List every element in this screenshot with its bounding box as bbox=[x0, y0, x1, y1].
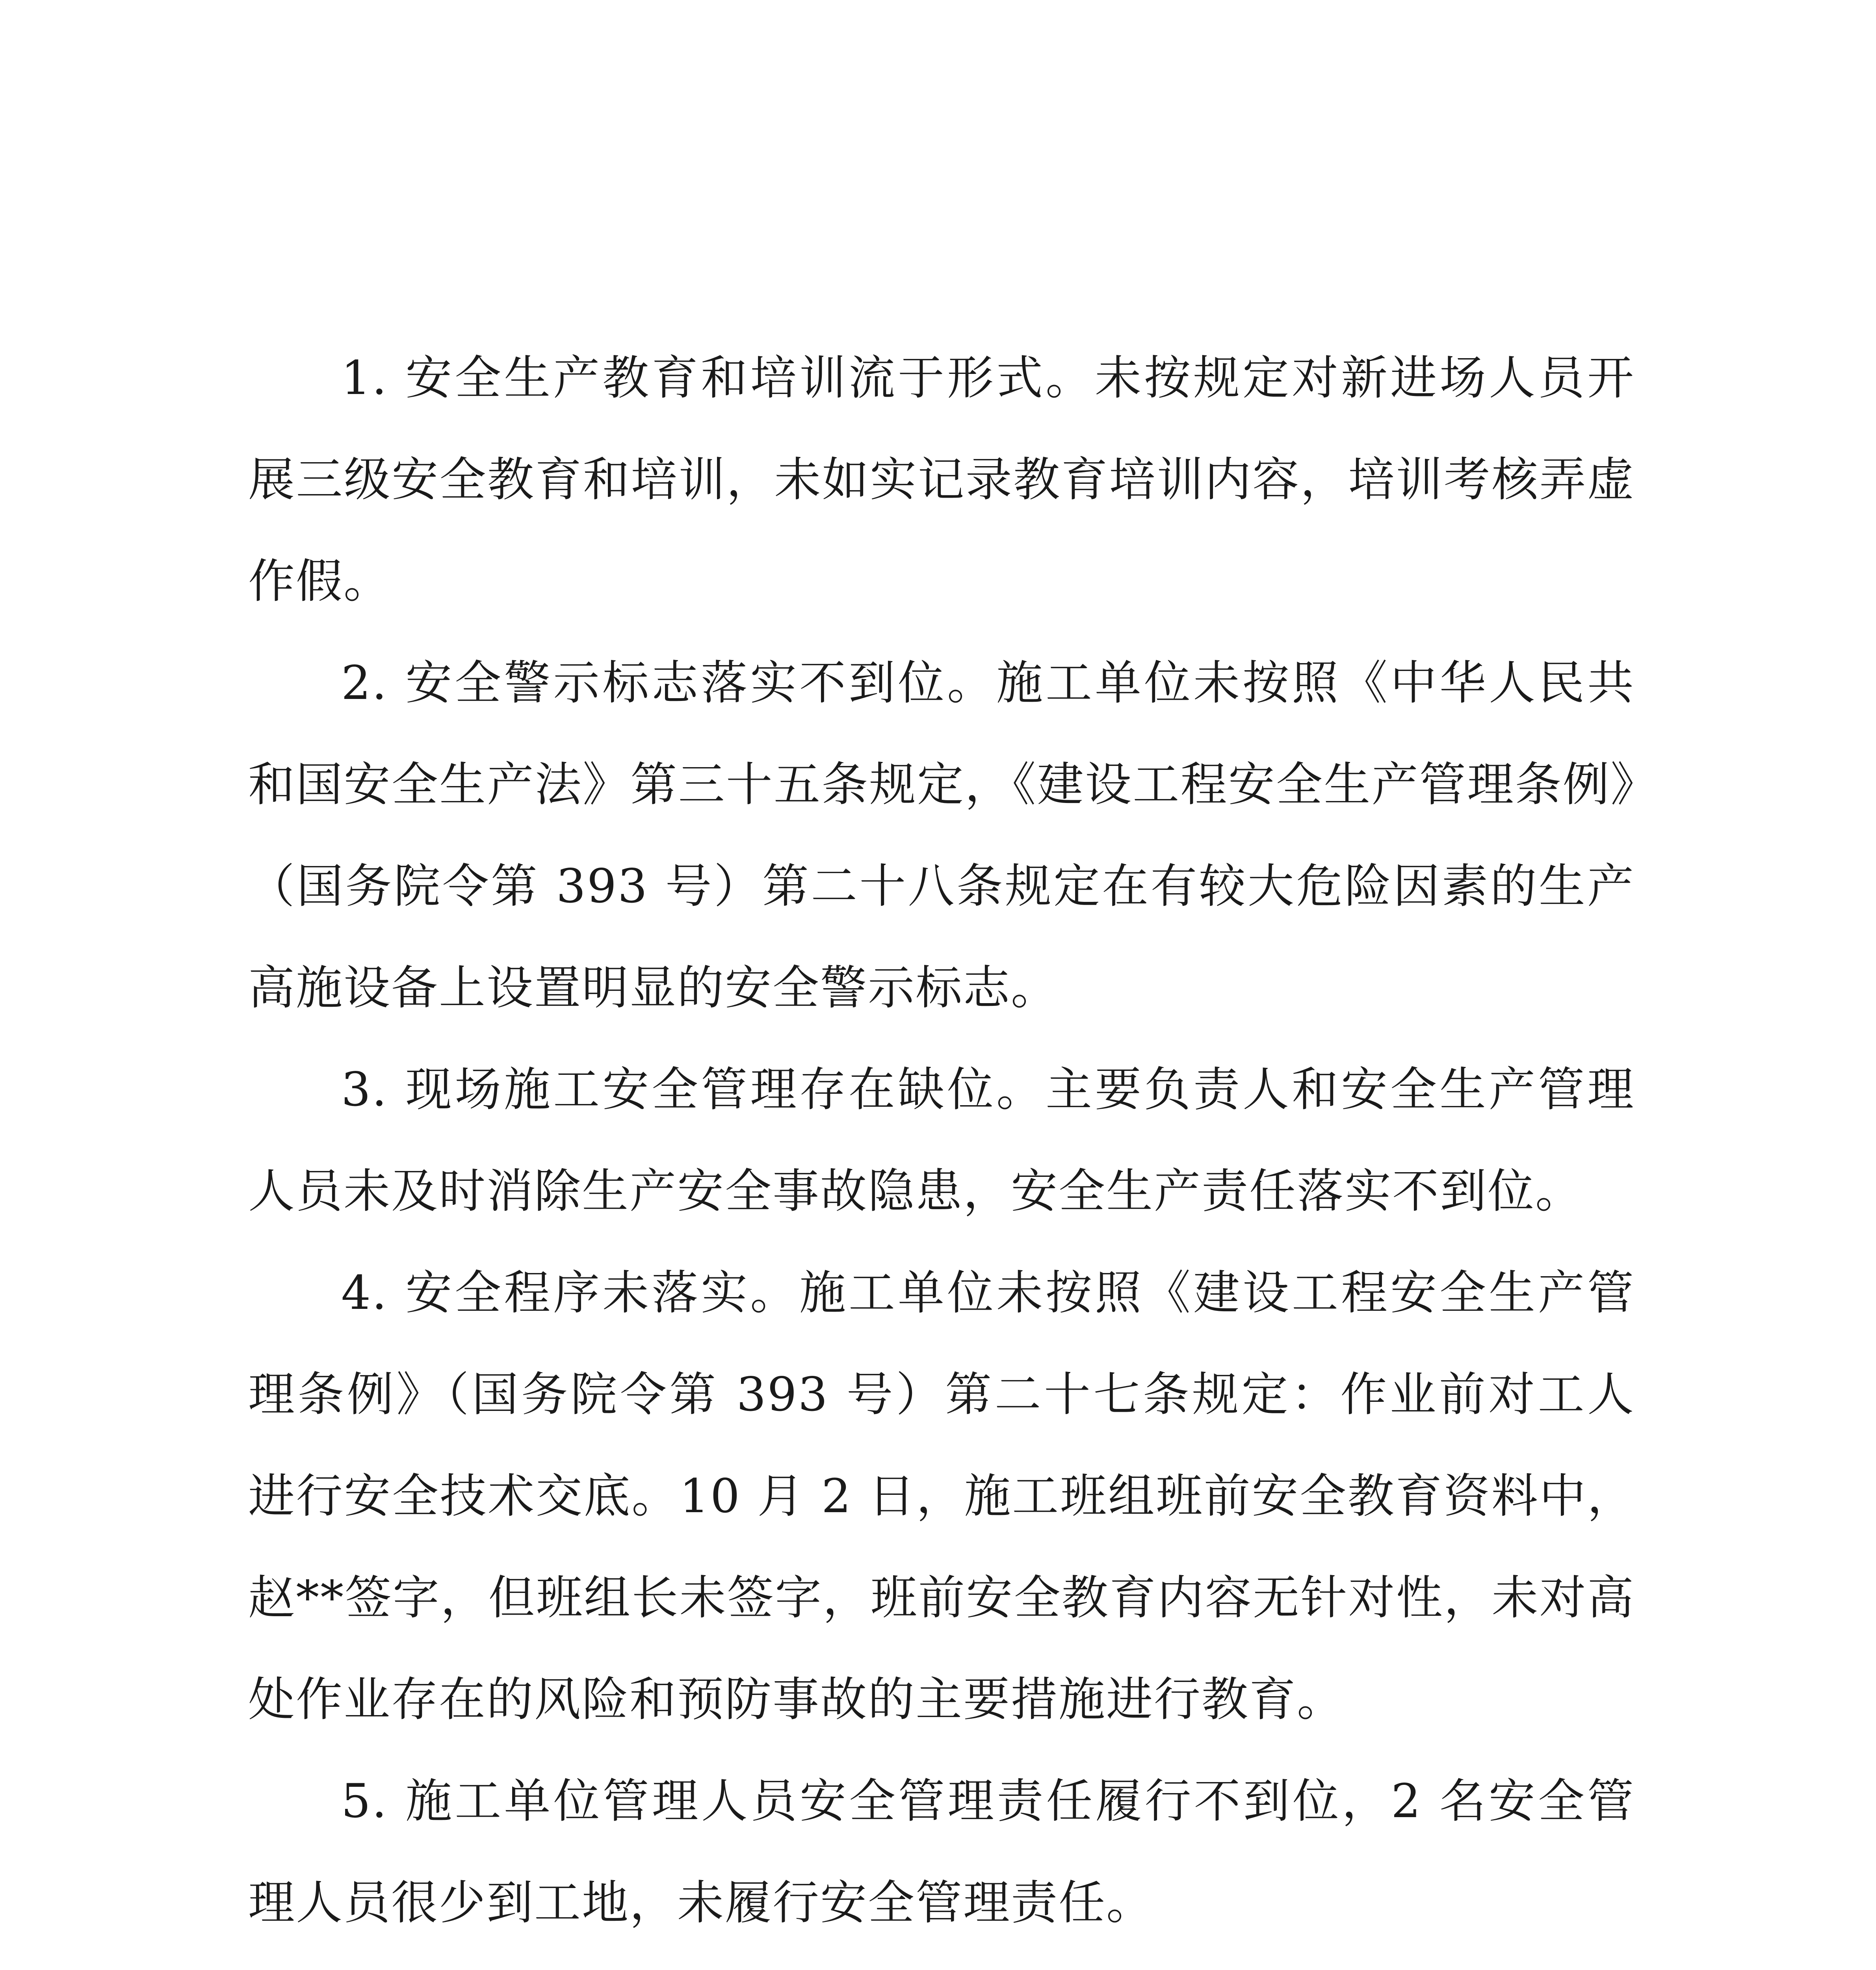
paragraph-item-4: 4. 安全程序未落实。施工单位未按照《建设工程安全生产管理条例》（国务院令第 393 号）第二十七条规定：作业前对工人进行安全技术交底。10 月 2 日，施工班组班前安全教育资料中，赵**签字，但班组长未签字，班前安全教育内容无针对性，未对高处作业存在的风险和预防事故的主要措施进行教育。 bbox=[248, 1266, 1635, 1727]
paragraph-item-2: 2. 安全警示标志落实不到位。施工单位未按照《中华人民共和国安全生产法》第三十五条规定，《建设工程安全生产管理条例》（国务院令第 393 号）第二十八条规定在有较大危险因素的生产高施设备上设置明显的安全警示标志。 bbox=[248, 656, 1635, 1015]
section-heading bbox=[248, 1953, 1635, 1970]
body-text bbox=[248, 327, 1635, 1970]
paragraph-item-3: 3. 现场施工安全管理存在缺位。主要负责人和安全生产管理人员未及时消除生产安全事故隐患，安全生产责任落实不到位。 bbox=[248, 1062, 1635, 1218]
paragraph-item-1: 1. 安全生产教育和培训流于形式。未按规定对新进场人员开展三级安全教育和培训，未如实记录教育培训内容，培训考核弄虚作假。 bbox=[248, 351, 1635, 608]
paragraph-item-5: 5. 施工单位管理人员安全管理责任履行不到位，2 名安全管理人员很少到工地，未履行安全管理责任。 bbox=[248, 1774, 1635, 1930]
